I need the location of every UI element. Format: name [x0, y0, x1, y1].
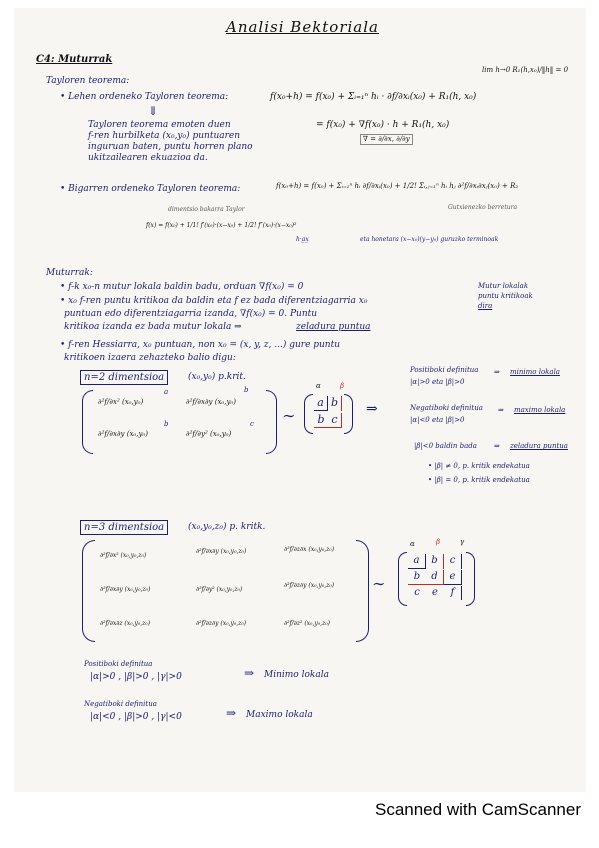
- n2-neg-def: Negatiboki definitua: [410, 404, 483, 412]
- n2-pos-result: minimo lokala: [510, 368, 560, 376]
- n2-implies-arrow: ⇒: [366, 401, 378, 417]
- h-note: h·a̲x̲: [296, 236, 309, 243]
- taylor-explain-1: Tayloren teorema emoten duen: [88, 120, 231, 130]
- taylor-explain-2: f-ren hurbilketa (x₀,y₀) puntuaren: [88, 131, 241, 141]
- muturrak-line-4: kritikoa izanda ez bada mutur lokala ⇒: [64, 322, 242, 332]
- n2-box-label: n=2 dimentsioa: [80, 370, 168, 385]
- n2-beta-neg: |β|<0 baldin bada: [414, 442, 477, 450]
- muturrak-line-5: • f-ren Hessiarra, x₀ puntuan, non x₀ = (x, y, z, ...) gure puntu: [60, 340, 341, 350]
- n3-point-label: (x₀,y₀,z₀) p. kritk.: [188, 522, 266, 532]
- page-title: Analisi Bektoriala: [226, 18, 379, 36]
- n2-letter-a: a: [164, 388, 169, 396]
- n3-hessian-left-paren: [82, 540, 95, 642]
- n2-beta-nonzero: • |β| ≠ 0, p. kritik endekatua: [428, 462, 530, 470]
- n3-m12: ∂²f/∂x∂y (x₀,y₀,z₀): [196, 548, 247, 555]
- n3-gamma-label: γ: [460, 538, 465, 546]
- first-order-label: • Lehen ordeneko Tayloren teorema:: [60, 92, 229, 102]
- muturrak-line-2: • x₀ f-ren puntu kritikoa da baldin eta f ez bada diferentziagarria x₀: [60, 296, 368, 306]
- n3-neg-def: Negatiboki definitua: [84, 700, 157, 708]
- n3-neg-result: Maximo lokala: [246, 710, 313, 720]
- n3-s22: d: [426, 570, 444, 585]
- n3-symbol-right-paren: [466, 552, 475, 606]
- n3-symbol-left-paren: [398, 552, 407, 606]
- n3-box-label: n=3 dimentsioa: [80, 520, 168, 535]
- nabla-note: ∇ = ∂/∂x, ∂/∂y: [360, 134, 413, 145]
- one-dim-label: dimentsio bakarra Taylor: [168, 206, 245, 213]
- side-note-3: dira: [478, 302, 493, 310]
- n3-pos-result: Minimo lokala: [264, 670, 329, 680]
- n2-beta-zero: • |β| = 0, p. kritik endekatua: [428, 476, 530, 484]
- taylor-explain-3: inguruan baten, puntu horren plano: [88, 142, 253, 152]
- n3-hessian-right-paren: [356, 540, 369, 642]
- n2-m22: ∂²f/∂y² (x₀,y₀): [186, 430, 232, 438]
- n3-s12: b: [426, 554, 444, 569]
- n3-similar-tilde: ∼: [372, 574, 386, 593]
- n3-s33: f: [444, 586, 462, 600]
- n3-m31: ∂²f/∂x∂z (x₀,y₀,z₀): [100, 620, 151, 627]
- muturrak-line-6: kritikoen izaera zehazteko balio digu:: [64, 353, 236, 363]
- n3-s11: a: [408, 554, 426, 569]
- second-order-label: • Bigarren ordeneko Tayloren teorema:: [60, 184, 241, 194]
- n2-point-label: (x₀,y₀) p.krit.: [188, 372, 246, 382]
- n2-s11: a: [314, 396, 328, 411]
- n2-s12: b: [328, 396, 342, 411]
- n3-neg-cond: |α|<0 , |β|>0 , |γ|<0: [90, 712, 182, 722]
- n2-letter-b2: b: [164, 420, 169, 428]
- n3-m32: ∂²f/∂z∂y (x₀,y₀,z₀): [196, 620, 247, 627]
- n3-m33: ∂²f/∂z² (x₀,y₀,z₀): [284, 620, 330, 627]
- muturrak-heading: Muturrak:: [46, 268, 93, 278]
- n3-beta-label: β: [436, 538, 441, 546]
- n3-s32: e: [432, 587, 438, 598]
- n2-neg-arrow: ⇒: [498, 406, 504, 414]
- n2-pos-cond: |α|>0 eta |β|>0: [410, 378, 465, 386]
- n2-s21: b: [314, 413, 328, 428]
- n3-m23: ∂²f/∂z∂y (x₀,y₀,z₀): [284, 582, 335, 589]
- n3-pos-def: Positiboki definitua: [84, 660, 153, 668]
- cuadratic-note: Gutxienezko berretura: [448, 204, 518, 211]
- n2-saddle-arrow: ⇒: [494, 442, 500, 450]
- n2-m21: ∂²f/∂x∂y (x₀,y₀): [98, 430, 148, 438]
- n2-saddle-result: zeladura puntua: [510, 442, 568, 450]
- taylor-heading: Tayloren teorema:: [46, 76, 130, 86]
- n2-s22: c: [328, 413, 342, 428]
- n3-s21: b: [408, 570, 426, 585]
- n2-m11: ∂²f/∂x² (x₀,y₀): [98, 398, 144, 406]
- muturrak-line-3: puntuan edo diferentziagarria izanda, ∇f(x₀) = 0. Puntu: [64, 309, 318, 319]
- section-heading: C4: Muturrak: [36, 54, 113, 65]
- gradient-formula: = f(x₀) + ∇f(x₀) · h + R₁(h, x₀): [316, 120, 450, 130]
- n2-neg-cond: |α|<0 eta |β|>0: [410, 416, 465, 424]
- n3-m21: ∂²f/∂x∂y (x₀,y₀,z₀): [100, 586, 151, 593]
- n3-neg-arrow: ⇒: [226, 706, 237, 720]
- n2-symbol-matrix: [314, 396, 342, 428]
- side-note-1: Mutur lokalak: [478, 282, 529, 290]
- n2-letter-c: c: [250, 420, 254, 428]
- n3-pos-arrow: ⇒: [244, 666, 255, 680]
- one-dim-formula: f(x) = f(x₀) + 1/1! f′(x₀)·(x−x₀) + 1/2! f″(x₀)·(x−x₀)²: [146, 222, 297, 229]
- muturrak-line-1: • f-k x₀-n mutur lokala baldin badu, orduan ∇f(x₀) = 0: [60, 282, 304, 292]
- second-order-formula: f(x₀+h) = f(x₀) + Σᵢ₌₁ⁿ hᵢ ∂f/∂xᵢ(x₀) + 1/2! Σᵢ,ⱼ₌₁ⁿ hᵢ hⱼ ∂²f/∂xᵢ∂xⱼ(x₀) + R₂: [276, 182, 519, 190]
- remainder-limit: lim h→0 R₁(h,x₀)/‖h‖ = 0: [482, 66, 569, 74]
- first-order-formula: f(x₀+h) = f(x₀) + Σᵢ₌₁ⁿ hᵢ · ∂f/∂xᵢ(x₀) + R₁(h, x₀): [270, 92, 477, 102]
- n2-similar-tilde: ∼: [282, 406, 296, 425]
- n2-hessian-left-paren: [82, 390, 93, 454]
- terms-note: eta honetara (x−x₀)(y−y₀) guruzko terminoak: [360, 236, 499, 243]
- n3-s23: e: [444, 570, 462, 585]
- n2-m12: ∂²f/∂x∂y (x₀,y₀): [186, 398, 236, 406]
- zeladura-term: zeladura puntua: [296, 322, 371, 332]
- n2-pos-def: Positiboki definitua: [410, 366, 479, 374]
- n3-symbol-matrix: [408, 554, 462, 600]
- n3-pos-cond: |α|>0 , |β|>0 , |γ|>0: [90, 672, 182, 682]
- n2-pos-arrow: ⇒: [494, 368, 500, 376]
- taylor-explain-4: ukitzailearen ekuazioa da.: [88, 153, 208, 163]
- n2-beta-label: β: [340, 382, 345, 390]
- n2-neg-result: maximo lokala: [514, 406, 566, 414]
- n2-letter-b1: b: [244, 386, 249, 394]
- n3-m13: ∂²f/∂z∂x (x₀,y₀,z₀): [284, 546, 335, 553]
- n2-symbol-right-paren: [344, 394, 353, 434]
- n3-s13: c: [444, 554, 462, 569]
- implies-down-arrow: ⇓: [148, 104, 159, 118]
- scanner-watermark-text: Scanned with CamScanner: [374, 800, 581, 819]
- n2-hessian-right-paren: [266, 390, 277, 454]
- n3-m22: ∂²f/∂y² (x₀,y₀,z₀): [196, 586, 243, 593]
- n2-symbol-left-paren: [304, 394, 313, 434]
- n3-alpha-label: α: [410, 540, 415, 548]
- scanner-watermark: [0, 800, 599, 820]
- n3-s31: c: [414, 587, 420, 598]
- n3-m11: ∂²f/∂x² (x₀,y₀,z₀): [100, 552, 147, 559]
- n2-alpha-label: α: [316, 382, 321, 390]
- side-note-2: puntu kritikoak: [478, 292, 533, 300]
